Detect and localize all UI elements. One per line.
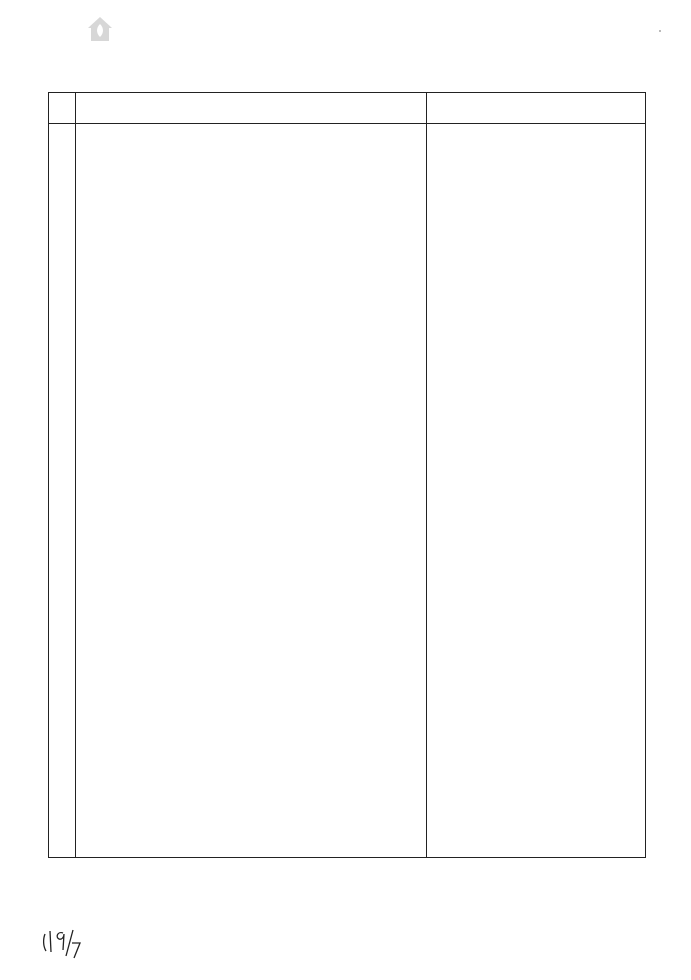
company-logo [64, 14, 136, 66]
handwritten-note [42, 924, 112, 964]
divider-answer-columns [426, 93, 427, 857]
divider-number-column [75, 93, 76, 857]
table-header [49, 93, 645, 124]
scan-speck [659, 30, 661, 32]
checklist-table [48, 92, 646, 858]
handwritten-date-mark [42, 924, 112, 964]
logo-house-icon [85, 14, 115, 44]
